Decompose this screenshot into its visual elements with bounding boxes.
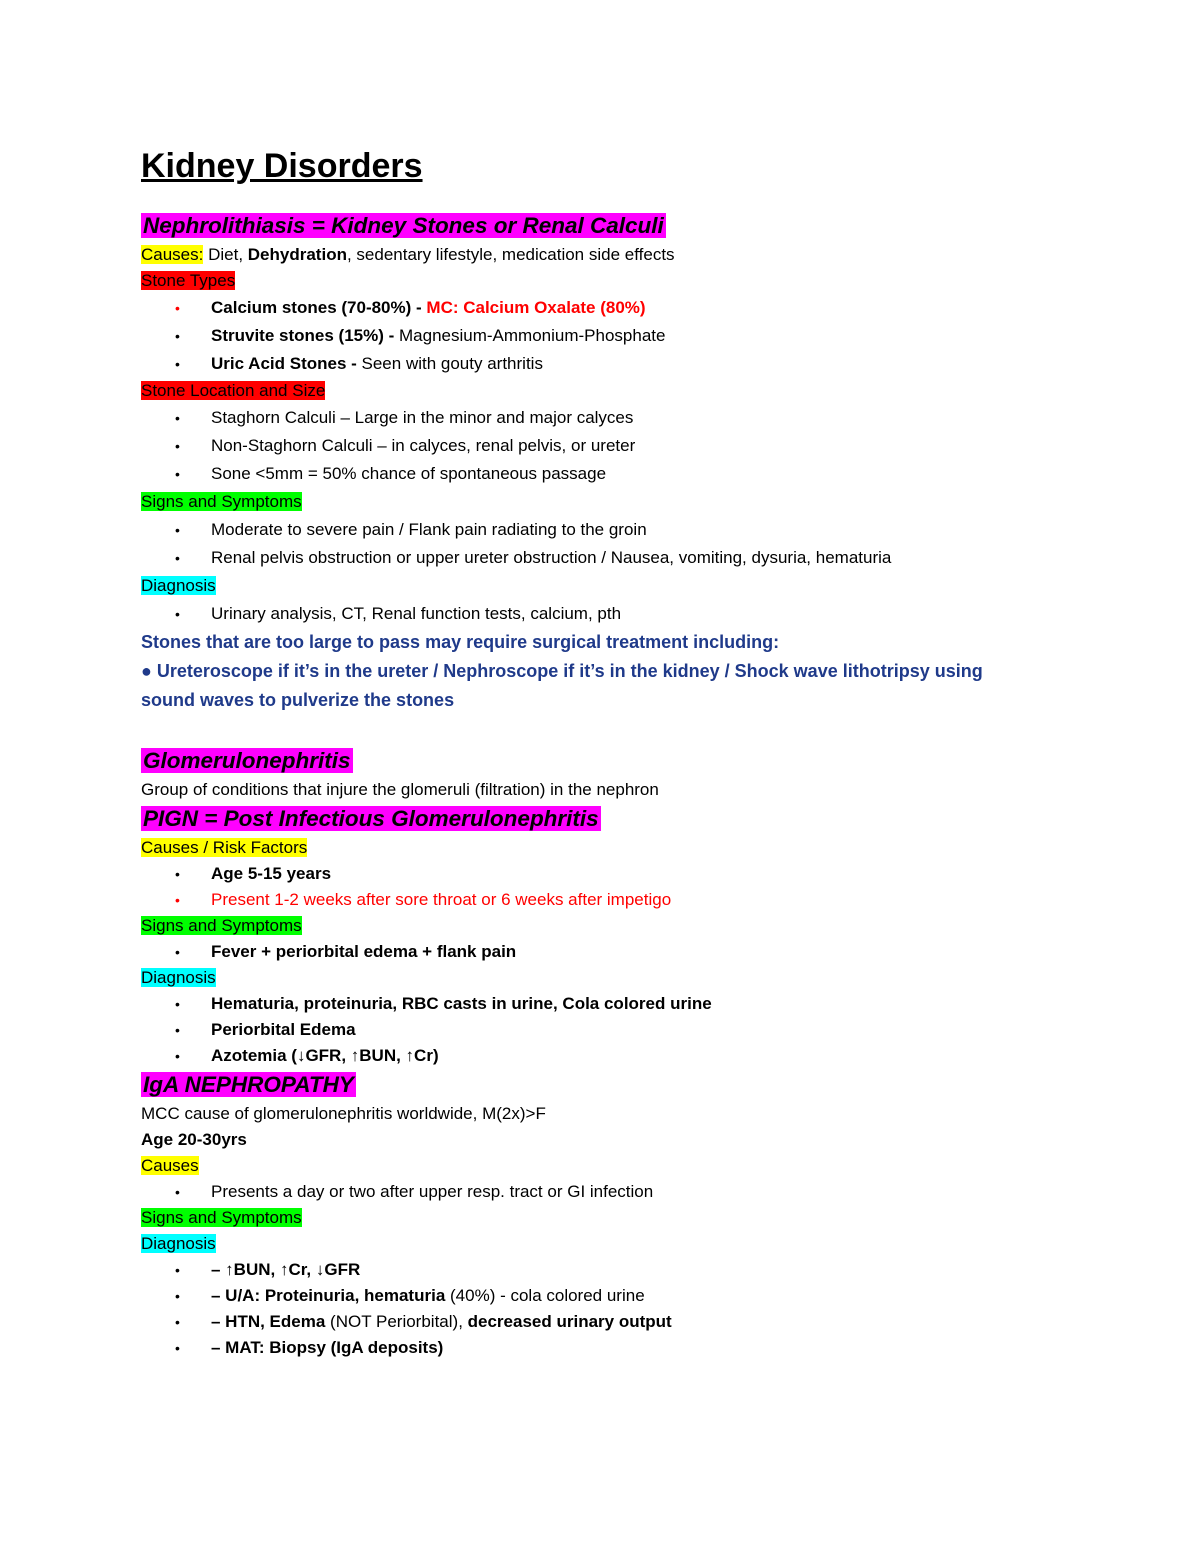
list-item bbox=[141, 294, 1141, 322]
cause-item: Presents a day or two after upper resp. tract or GI infection bbox=[211, 1182, 654, 1201]
nephrolithiasis-heading: Nephrolithiasis = Kidney Stones or Renal Calculi bbox=[143, 213, 664, 238]
glomerulonephritis-desc: Group of conditions that injure the glomeruli (filtration) in the nephron bbox=[141, 780, 659, 799]
list-item bbox=[141, 544, 1141, 572]
bullet-icon: • bbox=[175, 892, 180, 908]
diagnosis-item: – ↑BUN, ↑Cr, ↓GFR bbox=[211, 1260, 361, 1279]
surgical-options: ● Ureteroscope if it’s in the ureter / Nephroscope if it’s in the kidney / Shock wave lithotripsy using bbox=[141, 661, 983, 681]
bullet-icon: • bbox=[175, 356, 180, 372]
causes-label: Causes: bbox=[141, 245, 204, 264]
pign-causes-list bbox=[141, 861, 1141, 913]
bullet-icon: • bbox=[175, 1048, 180, 1064]
diagnosis-item: Periorbital Edema bbox=[211, 1020, 356, 1039]
cause-item: Present 1-2 weeks after sore throat or 6 weeks after impetigo bbox=[211, 890, 672, 909]
location-item: Non-Staghorn Calculi – in calyces, renal pelvis, or ureter bbox=[211, 436, 636, 455]
cause-item: Age 5-15 years bbox=[211, 864, 332, 883]
bullet-icon: • bbox=[175, 522, 180, 538]
bullet-icon: • bbox=[175, 866, 180, 882]
pign-signs-label: Signs and Symptoms bbox=[141, 916, 302, 935]
iga-heading: IgA NEPHROPATHY bbox=[143, 1072, 354, 1097]
stone-types-list bbox=[141, 294, 1141, 378]
causes-line bbox=[141, 242, 1141, 268]
iga-diagnosis-list bbox=[141, 1257, 1141, 1361]
bullet-icon: • bbox=[175, 1288, 180, 1304]
struvite-label: Struvite stones (15%) - bbox=[211, 326, 399, 345]
signs-list bbox=[141, 516, 1141, 572]
diagnosis-list bbox=[141, 600, 1141, 628]
diagnosis-item: Azotemia (↓GFR, ↑BUN, ↑Cr) bbox=[211, 1046, 439, 1065]
diagnosis-item-bold-2: decreased urinary output bbox=[467, 1312, 672, 1331]
iga-signs-label: Signs and Symptoms bbox=[141, 1208, 302, 1227]
causes-text-2: , sedentary lifestyle, medication side effects bbox=[346, 245, 675, 264]
iga-causes-list bbox=[141, 1179, 1141, 1205]
location-item: Sone <5mm = 50% chance of spontaneous passage bbox=[211, 464, 607, 483]
bullet-icon: • bbox=[175, 996, 180, 1012]
list-item bbox=[141, 1335, 1141, 1361]
diagnosis-item-bold: – U/A: Proteinuria, hematuria bbox=[211, 1286, 446, 1305]
diagnosis-item-bold: – HTN, Edema bbox=[211, 1312, 326, 1331]
causes-bold: Dehydration bbox=[247, 245, 347, 264]
document-page bbox=[141, 140, 1141, 1361]
page-title: Kidney Disorders bbox=[141, 147, 423, 185]
pign-diagnosis-label: Diagnosis bbox=[141, 968, 216, 987]
sign-item: Fever + periorbital edema + flank pain bbox=[211, 942, 517, 961]
surgical-note: Stones that are too large to pass may require surgical treatment including: bbox=[141, 632, 780, 652]
signs-label: Signs and Symptoms bbox=[141, 492, 302, 511]
bullet-icon: • bbox=[175, 410, 180, 426]
list-item bbox=[141, 1179, 1141, 1205]
diagnosis-item: Hematuria, proteinuria, RBC casts in urine, Cola colored urine bbox=[211, 994, 712, 1013]
stone-location-label: Stone Location and Size bbox=[141, 381, 326, 400]
bullet-icon: • bbox=[175, 438, 180, 454]
list-item bbox=[141, 887, 1141, 913]
list-item bbox=[141, 600, 1141, 628]
pign-heading: PIGN = Post Infectious Glomerulonephritis bbox=[143, 806, 599, 831]
bullet-icon: • bbox=[175, 550, 180, 566]
bullet-icon: • bbox=[175, 1314, 180, 1330]
list-item bbox=[141, 861, 1141, 887]
causes-text-1: Diet, bbox=[203, 245, 248, 264]
list-item bbox=[141, 1043, 1141, 1069]
list-item bbox=[141, 991, 1141, 1017]
bullet-icon: • bbox=[175, 1262, 180, 1278]
bullet-icon: • bbox=[175, 1340, 180, 1356]
bullet-icon: • bbox=[175, 1022, 180, 1038]
list-item bbox=[141, 350, 1141, 378]
list-item bbox=[141, 1309, 1141, 1335]
bullet-icon: • bbox=[175, 466, 180, 482]
bullet-icon: • bbox=[175, 944, 180, 960]
surgical-options-cont: sound waves to pulverize the stones bbox=[141, 690, 455, 710]
list-item bbox=[141, 1283, 1141, 1309]
list-item bbox=[141, 1257, 1141, 1283]
bullet-icon: • bbox=[175, 328, 180, 344]
iga-diagnosis-label: Diagnosis bbox=[141, 1234, 216, 1253]
stone-types-label: Stone Types bbox=[141, 271, 236, 290]
diagnosis-label: Diagnosis bbox=[141, 576, 216, 595]
iga-age: Age 20-30yrs bbox=[141, 1130, 247, 1149]
bullet-icon: • bbox=[175, 1184, 180, 1200]
list-item bbox=[141, 322, 1141, 350]
diagnosis-item: Urinary analysis, CT, Renal function tests, calcium, pth bbox=[211, 604, 622, 623]
glomerulonephritis-heading: Glomerulonephritis bbox=[143, 748, 351, 773]
bullet-icon: • bbox=[175, 606, 180, 622]
pign-diagnosis-list bbox=[141, 991, 1141, 1069]
pign-signs-list bbox=[141, 939, 1141, 965]
iga-desc: MCC cause of glomerulonephritis worldwide, M(2x)>F bbox=[141, 1104, 546, 1123]
stone-location-list bbox=[141, 404, 1141, 488]
location-item: Staghorn Calculi – Large in the minor and major calyces bbox=[211, 408, 634, 427]
pign-causes-label: Causes / Risk Factors bbox=[141, 838, 308, 857]
sign-item: Moderate to severe pain / Flank pain radiating to the groin bbox=[211, 520, 647, 539]
calcium-mc: MC: Calcium Oxalate (80%) bbox=[426, 298, 646, 317]
diagnosis-item-rest: (40%) - cola colored urine bbox=[445, 1286, 645, 1305]
uric-text: Seen with gouty arthritis bbox=[361, 354, 543, 373]
list-item bbox=[141, 432, 1141, 460]
list-item bbox=[141, 1017, 1141, 1043]
bullet-icon: • bbox=[175, 300, 180, 316]
diagnosis-item-mid: (NOT Periorbital), bbox=[325, 1312, 468, 1331]
calcium-label: Calcium stones (70-80%) - bbox=[211, 298, 427, 317]
list-item bbox=[141, 460, 1141, 488]
sign-item: Renal pelvis obstruction or upper ureter obstruction / Nausea, vomiting, dysuria, hematuria bbox=[211, 548, 892, 567]
list-item bbox=[141, 516, 1141, 544]
uric-label: Uric Acid Stones - bbox=[211, 354, 362, 373]
struvite-text: Magnesium-Ammonium-Phosphate bbox=[399, 326, 666, 345]
list-item bbox=[141, 939, 1141, 965]
diagnosis-item: – MAT: Biopsy (IgA deposits) bbox=[211, 1338, 444, 1357]
iga-causes-label: Causes bbox=[141, 1156, 199, 1175]
list-item bbox=[141, 404, 1141, 432]
